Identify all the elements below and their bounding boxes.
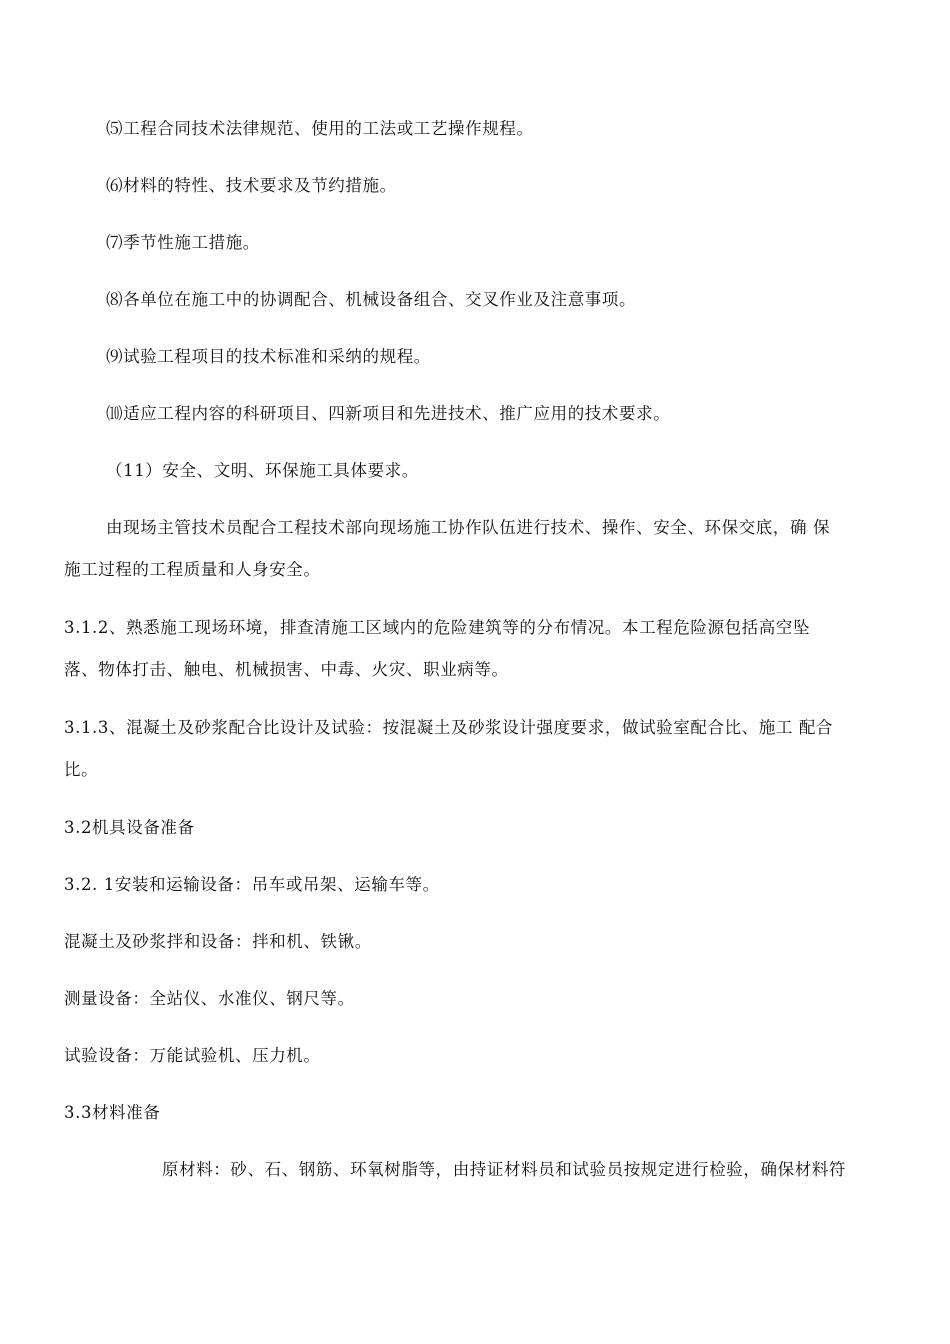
section-3-1-3-line-2: 比。 <box>64 760 99 779</box>
heading-3-3: 3.3材料准备 <box>64 1103 161 1122</box>
equipment-item: 试验设备：万能试验机、压力机。 <box>64 1046 321 1065</box>
list-item-9: ⑼试验工程项目的技术标准和采纳的规程。 <box>106 347 431 366</box>
equipment-item: 混凝土及砂浆拌和设备：拌和机、铁锹。 <box>64 932 372 951</box>
equipment-item: 3.2. 1安装和运输设备：吊车或吊架、运输车等。 <box>64 875 440 894</box>
disclosure-paragraph-line-1: 由现场主管技术员配合工程技术部向现场施工协作队伍进行技术、操作、安全、环保交底，确 保 <box>106 518 831 537</box>
list-item-10: ⑽适应工程内容的科研项目、四新项目和先进技术、推广应用的技术要求。 <box>106 404 671 423</box>
list-item-6: ⑹材料的特性、技术要求及节约措施。 <box>106 176 397 195</box>
equipment-item: 测量设备：全站仪、水准仪、钢尺等。 <box>64 989 355 1008</box>
list-item-11: （11）安全、文明、环保施工具体要求。 <box>106 461 419 480</box>
section-3-1-2-line-1: 3.1.2、熟悉施工现场环境，排查清施工区域内的危险建筑等的分布情况。本工程危险源包括高空坠 <box>64 618 811 637</box>
section-3-1-3-line-1: 3.1.3、混凝土及砂浆配合比设计及试验：按混凝土及砂浆设计强度要求，做试验室配合比、施工 配合 <box>64 718 834 737</box>
disclosure-paragraph-line-2: 施工过程的工程质量和人身安全。 <box>64 560 321 579</box>
list-item-8: ⑻各单位在施工中的协调配合、机械设备组合、交叉作业及注意事项。 <box>106 290 637 309</box>
list-item-7: ⑺季节性施工措施。 <box>106 233 260 252</box>
heading-3-2: 3.2机具设备准备 <box>64 818 195 837</box>
section-3-1-2-line-2: 落、物体打击、触电、机械损害、中毒、火灾、职业病等。 <box>64 660 509 679</box>
list-item-5: ⑸工程合同技术法律规范、使用的工法或工艺操作规程。 <box>106 119 534 138</box>
materials-paragraph-line-1: 原材料：砂、石、钢筋、环氧树脂等，由持证材料员和试验员按规定进行检验，确保材料符 <box>162 1160 846 1179</box>
